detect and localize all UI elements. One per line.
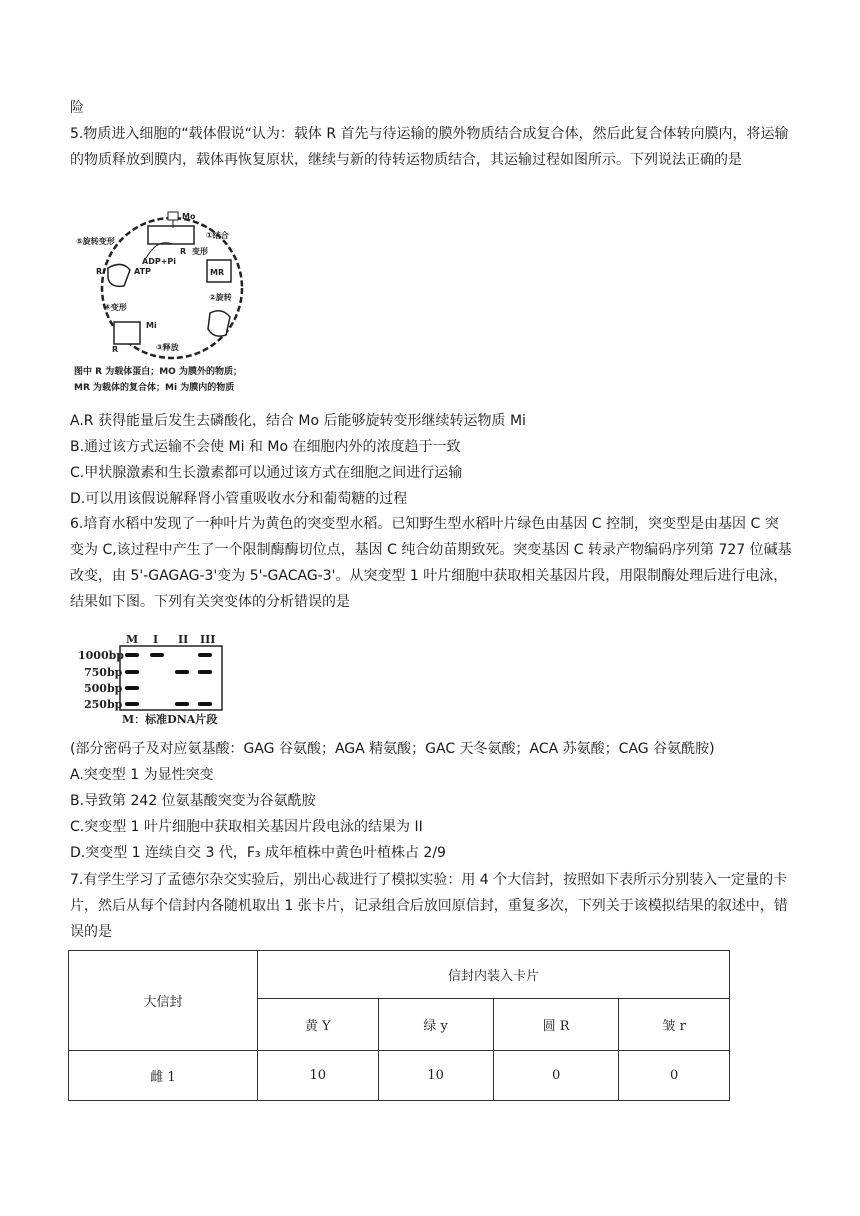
table-cell: 10 — [378, 1051, 493, 1101]
diagram-caption-1: 图中 R 为载体蛋白；MO 为膜外的物质； — [74, 367, 242, 377]
gel-band — [125, 686, 139, 690]
size-250: 250bp — [84, 698, 123, 711]
gel-band — [125, 702, 139, 706]
size-500: 500bp — [84, 682, 123, 695]
carrier-top — [148, 226, 194, 244]
label-adp: ADP+Pi — [142, 257, 177, 266]
q6-option-c: C.突变型 1 叶片细胞中获取相关基因片段电泳的结果为 II — [70, 819, 423, 835]
question-5-stem: 5.物质进入细胞的“载体假说“认为：载体 R 首先与待运输的膜外物质结合成复合体，然后此复合体转向膜内，将运输的物质释放到膜内，载体再恢复原状，继续与新的待转运物质结合，其运输过程如图所示。下列说法正确的是 — [70, 126, 789, 168]
label-rotate-change: ⑤旋转变形 — [76, 237, 115, 246]
table-cell: 0 — [493, 1051, 619, 1101]
carrier-left — [108, 264, 130, 286]
table-cell: 10 — [258, 1051, 379, 1101]
page-fragment: 险 — [70, 100, 84, 116]
gel-band — [198, 702, 212, 706]
question-6-stem: 6.培育水稻中发现了一种叶片为黄色的突变型水稻。已知野生型水稻叶片绿色由基因 C 控制，突变型是由基因 C 突变为 C,该过程中产生了一个限制酶酶切位点，基因 C 纯合幼苗期致死。突变基因 C 转录产物编码序列第 727 位碱基改变，由 5'-GAGAG-3'变为 5'-GACAG-3'。从突变型 1 叶片细胞中获取相关基因片段，用限制酶处理后进行电泳，结果如下图。下列有关突变体的分析错误的是 — [70, 516, 792, 610]
carrier-rotated — [208, 311, 230, 336]
q5-option-d: D.可以用该假说解释肾小管重吸收水分和葡萄糖的过程 — [70, 491, 408, 507]
gel-band — [150, 653, 164, 657]
q6-option-d: D.突变型 1 连续自交 3 代，F₃ 成年植株中黄色叶植株占 2/9 — [70, 845, 446, 861]
gel-band — [125, 653, 139, 657]
label-r-top: R — [180, 247, 187, 256]
q5-option-a: A.R 获得能量后发生去磷酸化，结合 Mo 后能够旋转变形继续转运物质 Mi — [70, 413, 526, 429]
lane-label-iii: III — [200, 633, 216, 646]
lane-label-m: M — [126, 633, 139, 646]
label-r-bottom: R — [112, 345, 119, 354]
gel-band — [175, 670, 189, 674]
electrophoresis-gel — [78, 630, 228, 726]
q6-option-a: A.突变型 1 为显性突变 — [70, 767, 214, 783]
gel-band — [198, 670, 212, 674]
mo-molecule — [168, 212, 178, 220]
envelope-table — [68, 950, 730, 1101]
question-7-stem: 7.有学生学习了孟德尔杂交实验后，别出心裁进行了模拟实验：用 4 个大信封，按照如下表所示分别装入一定量的卡片，然后从每个信封内各随机取出 1 张卡片，记录组合后放回原信封，重复多次，下列关于该模拟结果的叙述中，错误的是 — [70, 872, 788, 940]
gel-band — [175, 702, 189, 706]
gel-band — [125, 670, 139, 674]
table-row-header: 大信封 — [69, 951, 258, 1051]
size-750: 750bp — [84, 666, 123, 679]
q5-option-c: C.甲状腺激素和生长激素都可以通过该方式在细胞之间进行运输 — [70, 465, 463, 481]
table-col-round: 圆 R — [493, 999, 619, 1051]
table-col-green: 绿 y — [378, 999, 493, 1051]
diagram-caption-2: MR 为载体的复合体；Mi 为膜内的物质 — [74, 383, 235, 393]
label-mi: Mi — [146, 321, 157, 330]
label-r-left: R — [96, 267, 103, 276]
table-row-label: 雌 1 — [69, 1051, 258, 1101]
q5-option-b: B.通过该方式运输不会使 Mi 和 Mo 在细胞内外的浓度趋于一致 — [70, 439, 461, 455]
table-col-yellow: 黄 Y — [258, 999, 379, 1051]
lane-label-i: I — [153, 633, 159, 646]
gel-caption: M：标准DNA片段 — [122, 713, 218, 726]
label-deform: ④变形 — [104, 303, 127, 312]
label-change: 变形 — [192, 247, 208, 256]
table-group-header: 信封内装入卡片 — [258, 951, 730, 999]
size-1000: 1000bp — [78, 649, 124, 662]
label-mr: MR — [210, 268, 225, 277]
label-atp: ATP — [134, 267, 151, 276]
label-rotate: ②旋转 — [209, 293, 232, 302]
carrier-release — [114, 322, 140, 344]
label-mo: Mo — [182, 212, 196, 221]
carrier-hypothesis-diagram — [72, 208, 272, 398]
table-col-wrinkled: 皱 r — [619, 999, 730, 1051]
table-row — [69, 1051, 730, 1101]
gel-band — [198, 653, 212, 657]
label-release: ③释放 — [156, 343, 179, 352]
q6-codon-note: (部分密码子及对应氨基酸：GAG 谷氨酸；AGA 精氨酸；GAC 天冬氨酸；ACA 苏氨酸；CAG 谷氨酰胺) — [70, 741, 715, 757]
table-cell: 0 — [619, 1051, 730, 1101]
label-bind: ①结合 — [206, 231, 229, 240]
lane-label-ii: II — [178, 633, 189, 646]
q6-option-b: B.导致第 242 位氨基酸突变为谷氨酰胺 — [70, 793, 316, 809]
